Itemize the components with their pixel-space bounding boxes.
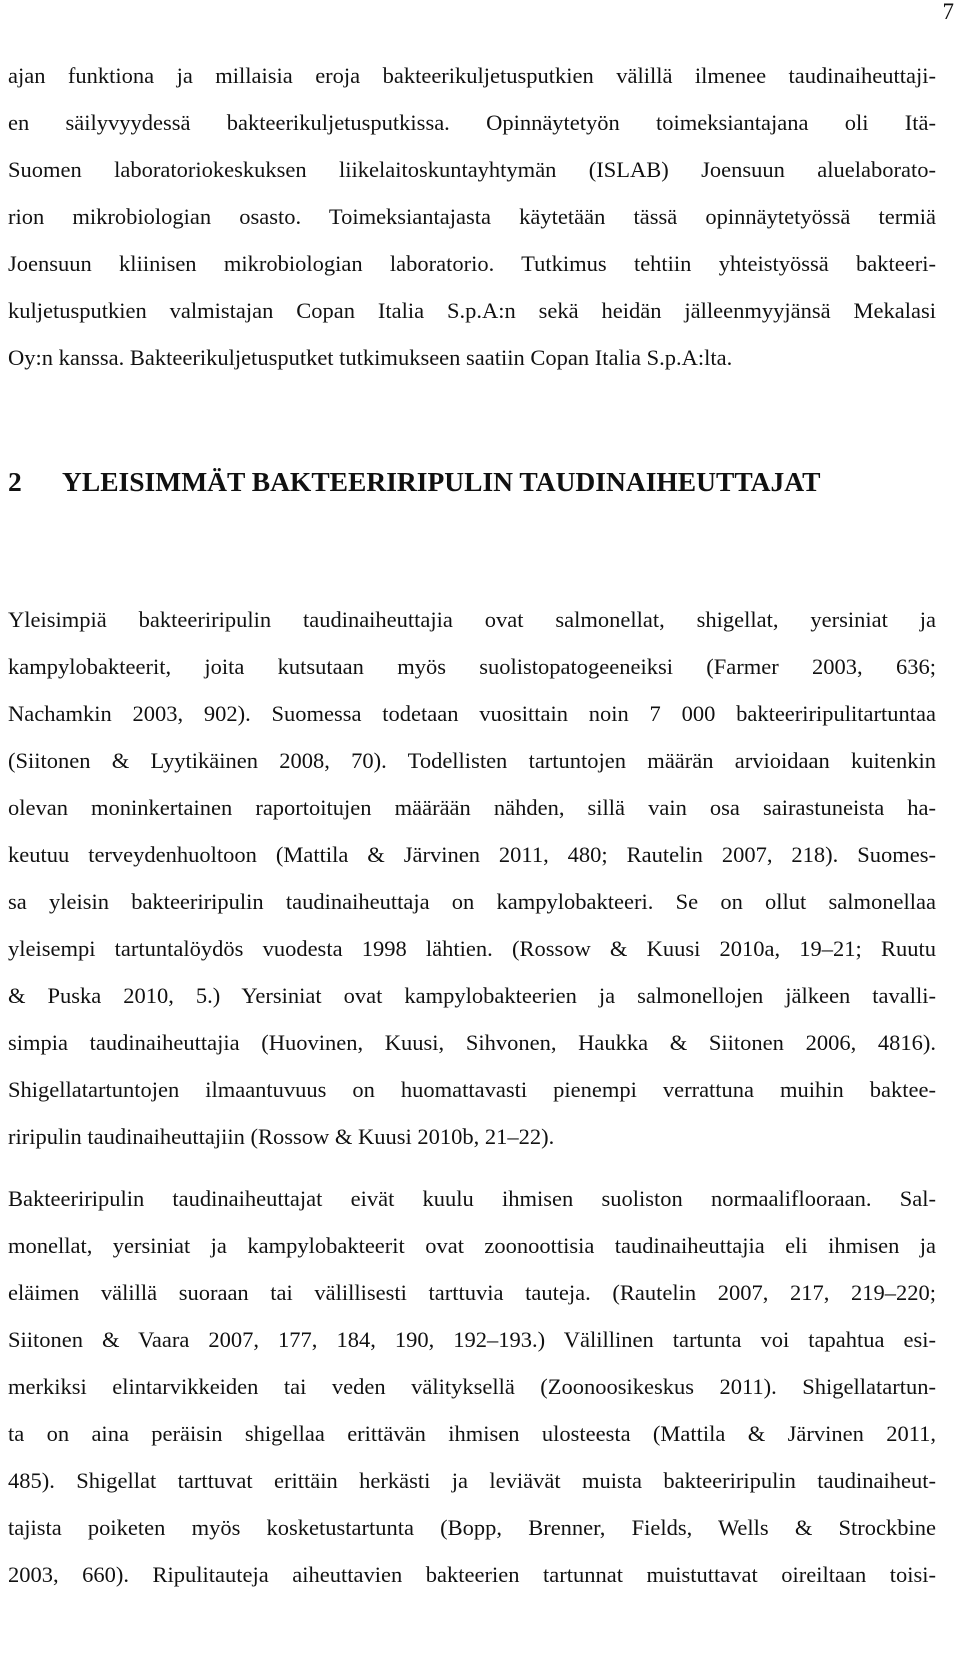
text-line: Yleisimpiä bakteeriripulin taudinaiheuttajia ovat salmonellat, shigellat, yersiniat ja xyxy=(8,607,936,632)
text-line: Bakteeriripulin taudinaiheuttajat eivät kuulu ihmisen suoliston normaaliflooraan. Sal- xyxy=(8,1186,936,1211)
text-line: monellat, yersiniat ja kampylobakteerit ovat zoonoottisia taudinaiheuttajia eli ihmisen ja xyxy=(8,1233,936,1258)
text-line: 2003, 660). Ripulitauteja aiheuttavien bakteerien tartunnat muistuttavat oireiltaan toisi- xyxy=(8,1562,936,1587)
text-line: sa yleisin bakteeriripulin taudinaiheuttaja on kampylobakteeri. Se on ollut salmonellaa xyxy=(8,889,936,914)
text-line: eläimen välillä suoraan tai välillisesti tarttuvia tauteja. (Rautelin 2007, 217, 219–220; xyxy=(8,1280,936,1305)
text-line: Suomen laboratoriokeskuksen liikelaitoskuntayhtymän (ISLAB) Joensuun aluelaborato- xyxy=(8,157,936,182)
section-heading xyxy=(8,462,936,502)
text-line: ta on aina peräisin shigellaa erittävän ihmisen ulosteesta (Mattila & Järvinen 2011, xyxy=(8,1421,936,1446)
text-line: Nachamkin 2003, 902). Suomessa todetaan vuosittain noin 7 000 bakteeriripulitartuntaa xyxy=(8,701,936,726)
paragraph-intro xyxy=(8,52,936,381)
text-line: 485). Shigellat tarttuvat erittäin herkästi ja leviävät muista bakteeriripulin taudinaiheut- xyxy=(8,1468,936,1493)
paragraph-transmission xyxy=(8,1175,936,1598)
text-line: Joensuun kliinisen mikrobiologian laboratorio. Tutkimus tehtiin yhteistyössä bakteeri- xyxy=(8,251,936,276)
text-line: yleisempi tartuntalöydös vuodesta 1998 lähtien. (Rossow & Kuusi 2010a, 19–21; Ruutu xyxy=(8,936,936,961)
text-line: riripulin taudinaiheuttajiin (Rossow & Kuusi 2010b, 21–22). xyxy=(8,1124,555,1149)
text-line: kuljetusputkien valmistajan Copan Italia S.p.A:n sekä heidän jälleenmyyjänsä Mekalasi xyxy=(8,298,936,323)
text-line: ajan funktiona ja millaisia eroja bakteerikuljetusputkien välillä ilmenee taudinaiheuttaji- xyxy=(8,63,936,88)
section-number: 2 xyxy=(8,466,22,497)
text-line: rion mikrobiologian osasto. Toimeksiantajasta käytetään tässä opinnäytetyössä termiä xyxy=(8,204,936,229)
text-line: Shigellatartuntojen ilmaantuvuus on huomattavasti pienempi verrattuna muihin baktee- xyxy=(8,1077,936,1102)
text-line: kampylobakteerit, joita kutsutaan myös suolistopatogeeneiksi (Farmer 2003, 636; xyxy=(8,654,936,679)
text-line: simpia taudinaiheuttajia (Huovinen, Kuusi, Sihvonen, Haukka & Siitonen 2006, 4816). xyxy=(8,1030,936,1055)
section-title: YLEISIMMÄT BAKTEERIRIPULIN TAUDINAIHEUTTAJAT xyxy=(62,466,821,497)
text-line: tajista poiketen myös kosketustartunta (Bopp, Brenner, Fields, Wells & Strockbine xyxy=(8,1515,936,1540)
text-line: & Puska 2010, 5.) Yersiniat ovat kampylobakteerien ja salmonellojen jälkeen tavalli- xyxy=(8,983,936,1008)
text-line: keutuu terveydenhuoltoon (Mattila & Järvinen 2011, 480; Rautelin 2007, 218). Suomes- xyxy=(8,842,936,867)
text-line: Siitonen & Vaara 2007, 177, 184, 190, 192–193.) Välillinen tartunta voi tapahtua esi- xyxy=(8,1327,936,1352)
paragraph-common-pathogens xyxy=(8,596,936,1160)
text-line: olevan moninkertainen raportoitujen määrään nähden, sillä vain osa sairastuneista ha- xyxy=(8,795,936,820)
text-line: Oy:n kanssa. Bakteerikuljetusputket tutkimukseen saatiin Copan Italia S.p.A:lta. xyxy=(8,345,733,370)
page-number: 7 xyxy=(942,0,954,24)
text-line: (Siitonen & Lyytikäinen 2008, 70). Todellisten tartuntojen määrän arvioidaan kuitenkin xyxy=(8,748,936,773)
text-line: merkiksi elintarvikkeiden tai veden välityksellä (Zoonoosikeskus 2011). Shigellatartun- xyxy=(8,1374,936,1399)
text-line: en säilyvyydessä bakteerikuljetusputkissa. Opinnäytetyön toimeksiantajana oli Itä- xyxy=(8,110,936,135)
